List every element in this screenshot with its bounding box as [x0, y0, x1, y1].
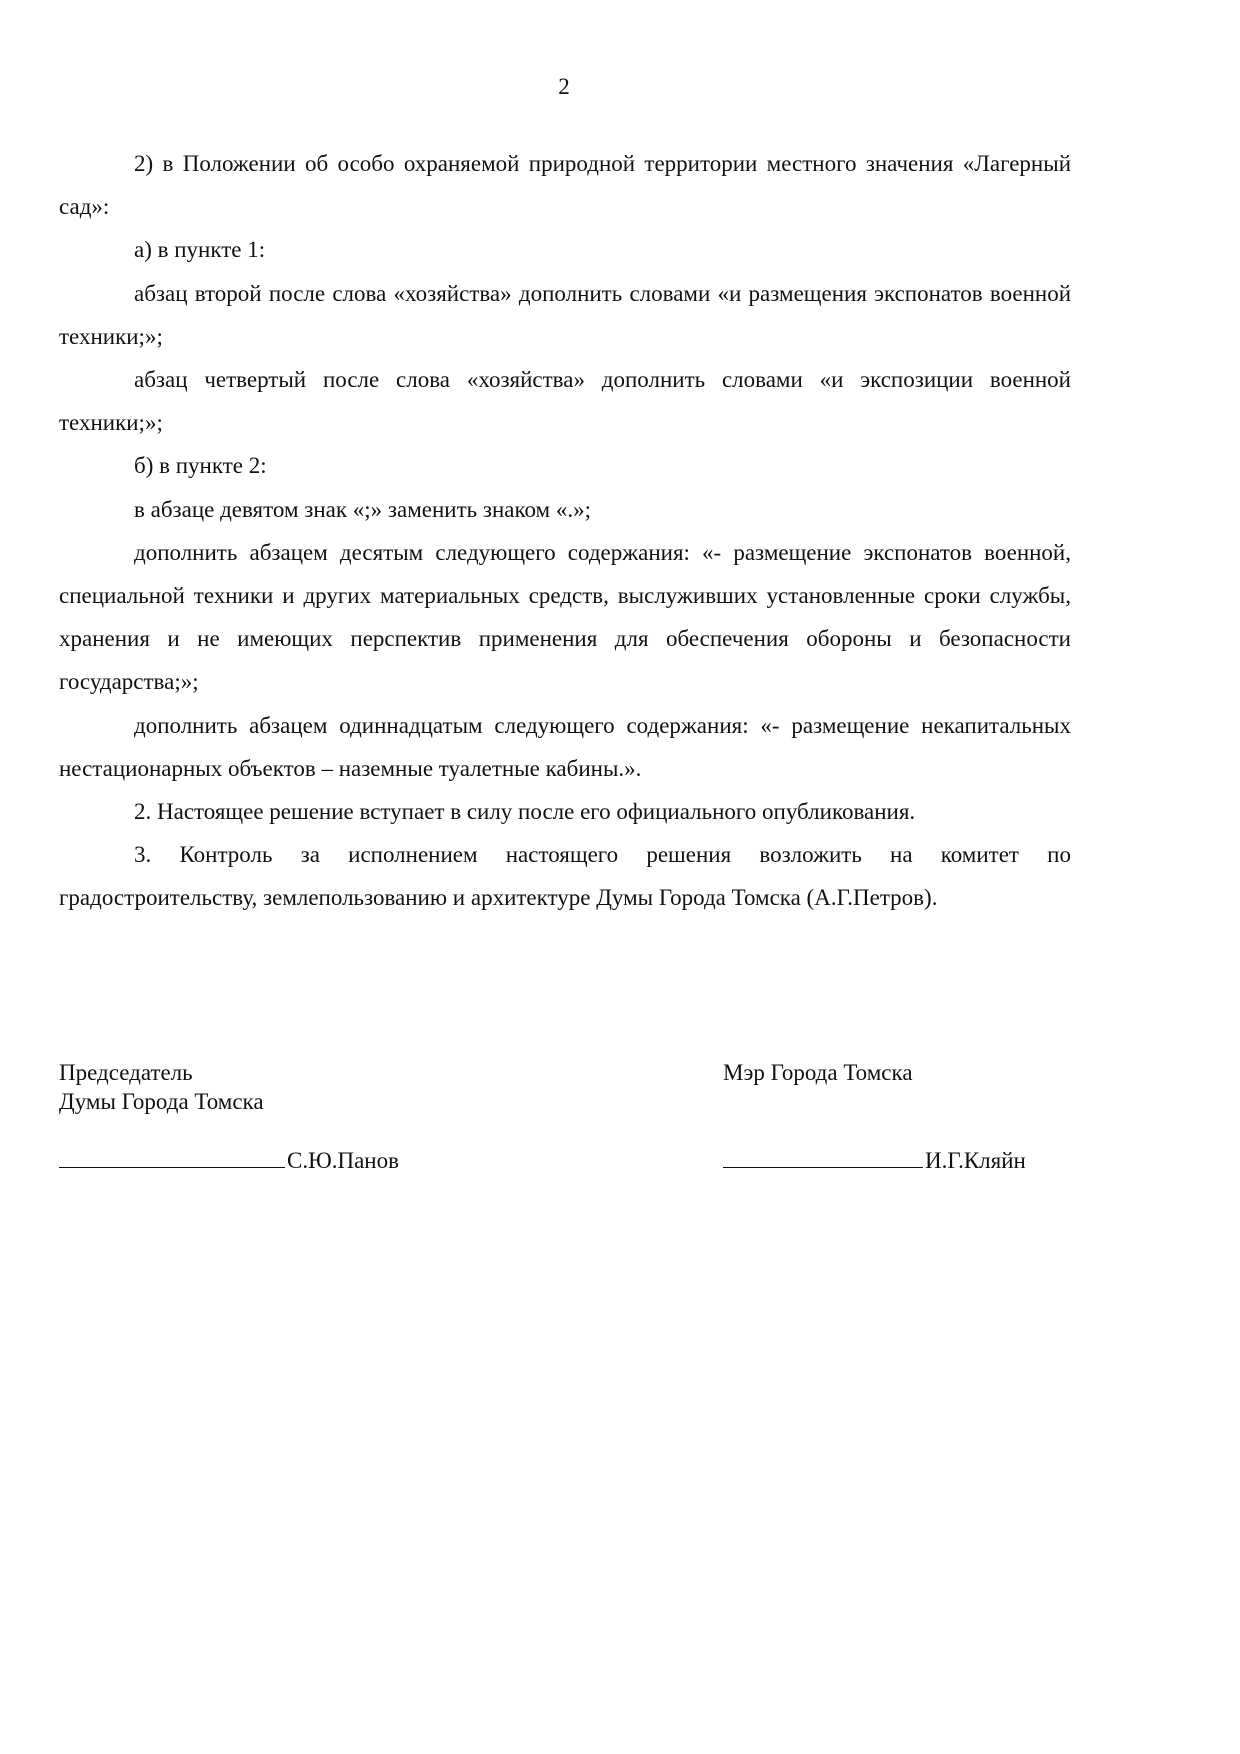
signature-blank: [59, 1147, 285, 1168]
mayor-signature-line: [723, 1146, 1026, 1175]
signature-block-mayor: [723, 1058, 913, 1087]
chairman-signature-line: [59, 1146, 399, 1175]
mayor-title: Мэр Города Томска: [723, 1060, 913, 1085]
mayor-name: И.Г.Кляйн: [925, 1148, 1026, 1173]
chairman-title-line2: Думы Города Томска: [59, 1089, 264, 1114]
paragraph-eleventh-abzac: дополнить абзацем одиннадцатым следующего содержания: «- размещение некапитальных нестационарных объектов – наземные туалетные кабины.».: [59, 712, 1071, 781]
chairman-title-line1: Председатель: [59, 1060, 193, 1085]
paragraph-subitem-a: а) в пункте 1:: [134, 237, 266, 263]
paragraph-ninth-abzac: в абзаце девятом знак «;» заменить знаком «.»;: [134, 496, 591, 522]
paragraph-item-2: 2. Настоящее решение вступает в силу после его официального опубликования.: [134, 799, 916, 825]
page-number: 2: [558, 74, 570, 99]
paragraph-amendment-2: 2) в Положении об особо охраняемой природной территории местного значения «Лагерный сад»:: [59, 151, 1071, 220]
paragraph-item-3: 3. Контроль за исполнением настоящего решения возложить на комитет по градостроительству, землепользованию и архитектуре Думы Города Томска (А.Г.Петров).: [59, 842, 1071, 911]
signature-blank: [723, 1147, 923, 1168]
paragraph-fourth-abzac: абзац четвертый после слова «хозяйства» дополнить словами «и экспозиции военной техники;»;: [59, 367, 1071, 436]
chairman-name: С.Ю.Панов: [287, 1148, 399, 1173]
paragraph-tenth-abzac: дополнить абзацем десятым следующего содержания: «- размещение экспонатов военной, специальной техники и других материальных средств, выслуживших установленные сроки службы, хранения и не имеющих перспектив применения для обеспечения обороны и безопасности государства;»;: [59, 539, 1071, 695]
paragraph-second-abzac: абзац второй после слова «хозяйства» дополнить словами «и размещения экспонатов военной техники;»;: [59, 280, 1071, 349]
document-body: [59, 142, 1071, 920]
paragraph-subitem-b: б) в пункте 2:: [134, 453, 267, 479]
signature-block-chairman: [59, 1058, 264, 1116]
